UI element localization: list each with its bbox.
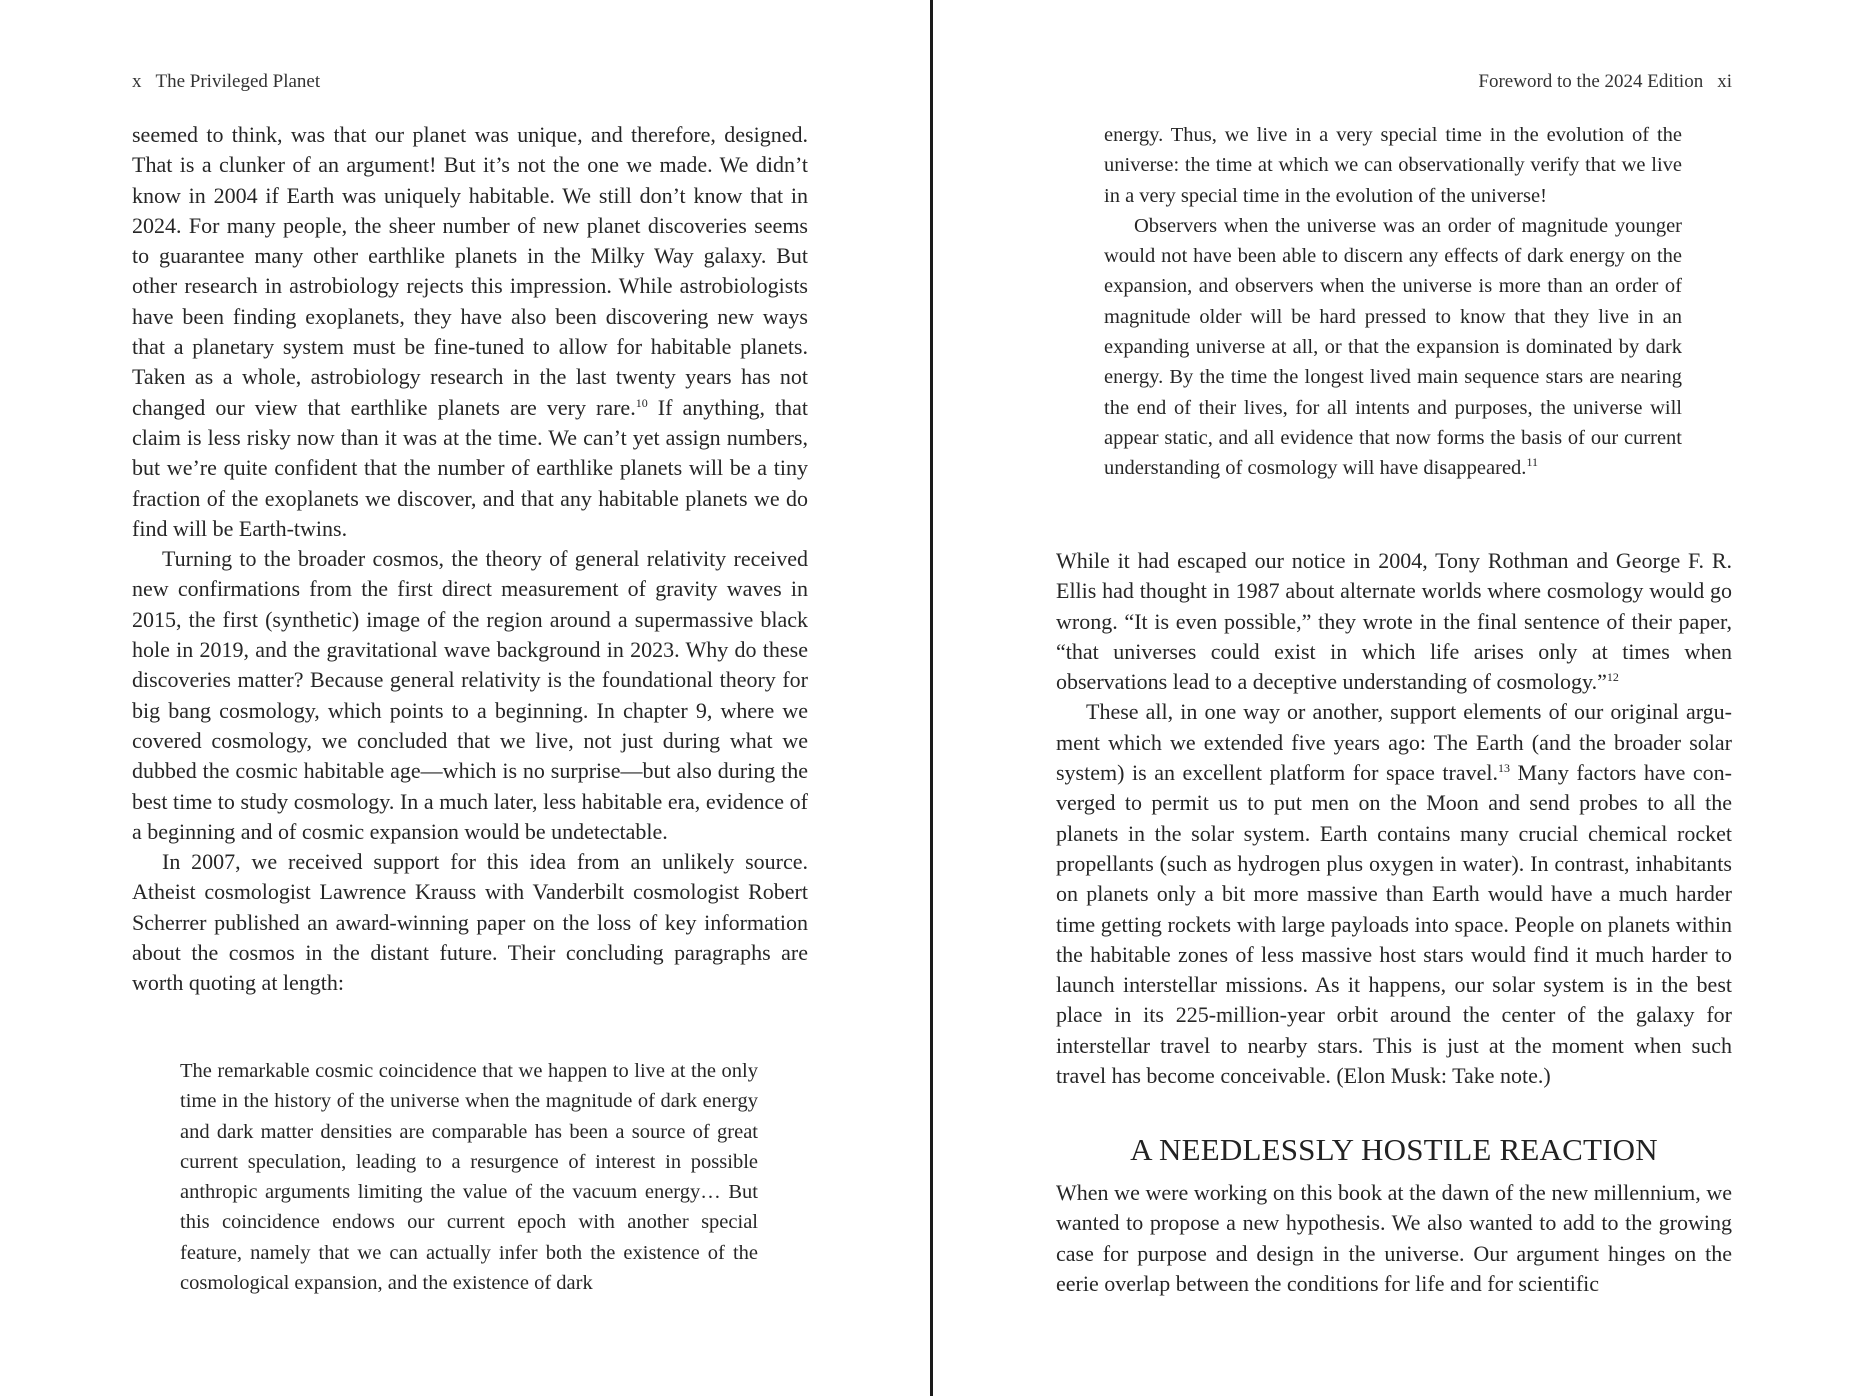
footnote-ref-12: 12 xyxy=(1606,670,1619,685)
footnote-ref-13: 13 xyxy=(1497,761,1510,776)
right-quote-paragraph-2-text: Observers when the universe was an order of magnitude younger would not have been able to discern any effects of dark energy on the expansion, and observers when the universe is more than an order of magnitude older will be hard pressed to know that they live in an expanding universe at all, or that the expansion is dominated by dark energy. By the time the longest lived main sequence stars are nearing the end of their lives, for all intents and purposes, the universe will appear static, and all evidence that now forms the basis of our current understanding of cosmology will have disappeared. xyxy=(1104,214,1682,480)
left-page-number: x xyxy=(132,71,142,92)
section-heading: A NEEDLESSLY HOSTILE REACTION xyxy=(1130,1132,1658,1167)
page-gutter-divider xyxy=(930,0,933,1396)
footnote-ref-10: 10 xyxy=(635,395,648,410)
right-paragraph-1 xyxy=(1056,546,1732,697)
left-block-quote xyxy=(180,1056,758,1298)
left-paragraph-1-text-continued: If anything, that claim is less risky now than it was at the time. We can’t yet assign numbers, but we’re quite confident that the number of earthlike planets will be a tiny fraction of the exoplanets we discover, and that any habitable planets we do find will be Earth-twins. xyxy=(132,394,808,541)
left-body-text xyxy=(132,120,808,999)
right-page-number: xi xyxy=(1717,71,1732,92)
left-paragraph-1-text: seemed to think, was that our planet was unique, and therefore, designed. That is a clunker of an argument! But it’s not the one we made. We didn’t know in 2004 if Earth was uniquely habitable. We still don’t know that in 2024. For many people, the sheer number of new planet discoveries seems to guarantee many other earthlike planets in the Milky Way galaxy. But other research in astrobiology rejects this impression. While astrobiologists have been finding exoplanets, they have also been discovering new ways that a planetary system must be fine-tuned to allow for habitable planets. Taken as a whole, astrobiology research in the last twenty years has not changed our view that earthlike planets are very rare. xyxy=(132,122,808,420)
left-paragraph-1 xyxy=(132,120,808,544)
left-paragraph-3: In 2007, we received support for this idea from an unlikely source. Atheist cosmologist Lawrence Krauss with Vanderbilt cosmologist Robert Scherrer published an award-winning paper on the loss of key information about the cosmos in the distant future. Their concluding paragraphs are worth quoting at length: xyxy=(132,849,808,996)
right-running-head xyxy=(1478,70,1732,94)
section-body-text xyxy=(1056,1178,1732,1299)
right-paragraph-2 xyxy=(1056,697,1732,1091)
footnote-ref-11: 11 xyxy=(1526,455,1538,470)
left-quote-text: The remarkable cosmic coincidence that we happen to live at the only time in the history of the universe when the magnitude of dark energy and dark matter densities are comparable has been a source of great current speculation, leading to a resurgence of interest in possible anthropic arguments limiting the value of the vacuum energy… But this coincidence endows our current epoch with another special feature, namely that we can actually infer both the existence of the cosmological expansion, and the existence of dark xyxy=(180,1060,758,1295)
right-block-quote xyxy=(1104,120,1682,484)
left-running-head xyxy=(132,70,320,94)
right-paragraph-1-text: While it had escaped our notice in 2004, Tony Rothman and George F. R. Ellis had thought in 1987 about alternate worlds where cosmology would go wrong. “It is even possible,” they wrote in the final sentence of their paper, “that universes could exist in which life arises only at times when observations lead to a deceptive understanding of cosmology.” xyxy=(1056,548,1732,695)
right-running-title: Foreword to the 2024 Edition xyxy=(1478,71,1704,92)
section-paragraph-1: When we were working on this book at the dawn of the new millennium, we wanted to propose a new hypothesis. We also wanted to add to the growing case for purpose and design in the universe. Our argument hinges on the eerie overlap between the conditions for life and for scientific xyxy=(1056,1180,1732,1296)
right-quote-paragraph-2 xyxy=(1104,211,1682,484)
right-quote-paragraph-1: energy. Thus, we live in a very special time in the evolution of the universe: the time at which we can observationally verify that we live in a very special time in the evolution of the universe! xyxy=(1104,124,1682,207)
left-running-title: The Privileged Planet xyxy=(155,71,321,92)
right-body-text xyxy=(1056,546,1732,1091)
left-paragraph-2: Turning to the broader cosmos, the theory of general relativity received new confirmations from the first direct measurement of gravity waves in 2015, the first (synthetic) image of the region around a supermassive black hole in 2019, and the gravitational wave background in 2023. Why do these discoveries matter? Because general relativity is the foundational theory for big bang cosmology, which points to a beginning. In chapter 9, where we covered cosmology, we concluded that we live, not just during what we dubbed the cosmic habitable age—which is no surprise—but also during the best time to study cosmology. In a much later, less habitable era, evidence of a beginning and of cosmic expansion would be undetectable. xyxy=(132,546,808,844)
right-paragraph-2-text-continued: Many factors have converged to permit us to put men on the Moon and send probes to all the planets in the solar system. Earth contains many crucial chemical rocket propellants (such as hydrogen plus oxygen in water). In contrast, inhabitants on planets only a bit more massive than Earth would have a much harder time getting rockets with large payloads into space. People on planets within the habitable zones of less massive host stars would find it much harder to launch interstellar missions. As it happens, our solar system is in the best place in its 225-million-year orbit around the center of the galaxy for interstellar travel to nearby stars. This is just at the moment when such travel has become conceivable. (Elon Musk: Take note.) xyxy=(1056,760,1732,1089)
right-paragraph-2-text: These all, in one way or another, support elements of our original argument which we extended five years ago: The Earth (and the broader solar system) is an excellent platform for space travel. xyxy=(1056,699,1732,786)
